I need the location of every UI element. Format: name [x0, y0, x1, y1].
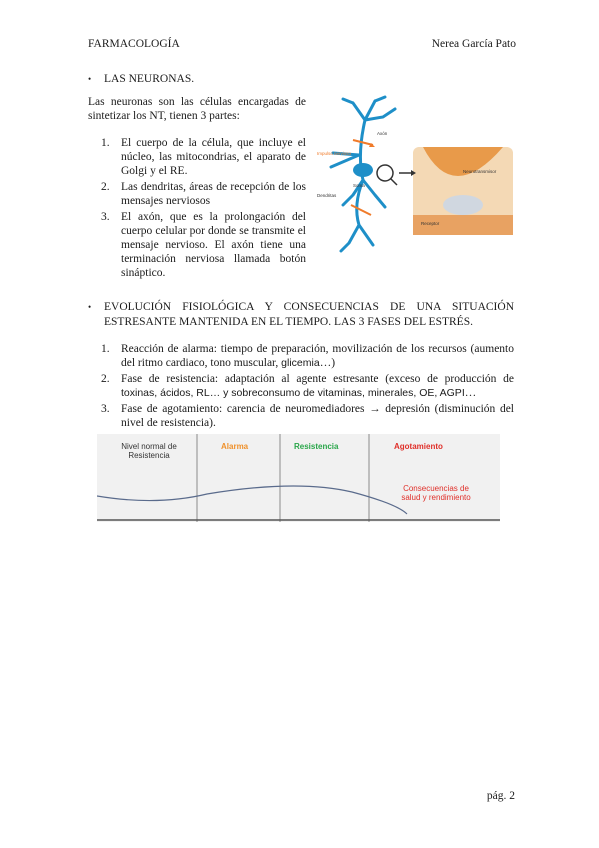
intro-paragraph: Las neuronas son las células encargadas de sintetizar los NT, tienen 3 partes: [88, 96, 306, 122]
soma-shape [353, 163, 373, 177]
phase-alarm-label: Alarma [221, 442, 249, 451]
section-title: LAS NEURONAS. [104, 73, 195, 85]
dendrites-label: Dendritas [317, 193, 337, 198]
axon-label: Axón [377, 131, 388, 136]
list-item: 2. Las dendritas, áreas de recepción de los mensajes nerviosos [101, 181, 306, 207]
neuron-parts-list [101, 136, 306, 282]
bullet: • [88, 302, 92, 312]
page-number: pág. 2 [486, 790, 515, 802]
neuron-diagram [313, 95, 518, 255]
section-title: EVOLUCIÓN FISIOLÓGICA Y CONSECUENCIAS DE UNA SITUACIÓN ESTRESANTE MANTENIDA EN EL TIEMPO. LAS 3 FASES DEL ESTRÉS. [104, 301, 514, 328]
arrow-icon: → [369, 403, 381, 415]
list-item: 3. Fase de agotamiento: carencia de neuromediadores → depresión (disminución del nivel de resistencia). [101, 403, 514, 429]
magnifier-icon [377, 165, 393, 181]
impulse-label: Impulso nervioso [317, 151, 352, 156]
phase-resistance-label: Resistencia [294, 442, 339, 451]
phase-exhaustion-label: Agotamiento [394, 442, 443, 451]
header-left: FARMACOLOGÍA [88, 38, 180, 50]
bullet: • [88, 74, 92, 84]
neurotransmitter-label: Neurotransmisor [463, 169, 497, 174]
soma-label: Soma [353, 183, 365, 188]
stress-phases-list [101, 342, 514, 432]
receptor-label: Receptor [421, 221, 440, 226]
baseline-label: Nivel normal de Resistencia [121, 442, 177, 460]
stress-phase-chart [97, 434, 500, 522]
consequences-label: Consecuencias de salud y rendimiento [401, 484, 471, 502]
header-right: Nerea García Pato [431, 38, 516, 50]
list-item: 1. El cuerpo de la célula, que incluye el núcleo, las mitocondrias, el aparato de Golgi y el RE. [101, 137, 306, 177]
list-item: 1. Reacción de alarma: tiempo de preparación, movilización de los recursos (aumento del ritmo cardiaco, tono muscular, glicemia…) [101, 343, 514, 369]
list-item: 2. Fase de resistencia: adaptación al agente estresante (exceso de producción de toxinas, ácidos, RL… y sobreconsumo de vitaminas, minerales, OE, AGPI… [101, 373, 514, 399]
list-item: 3. El axón, que es la prolongación del cuerpo celular por donde se transmite el mensaje nervioso. El axón tiene una terminación nerviosa llamada botón sináptico. [101, 211, 306, 279]
